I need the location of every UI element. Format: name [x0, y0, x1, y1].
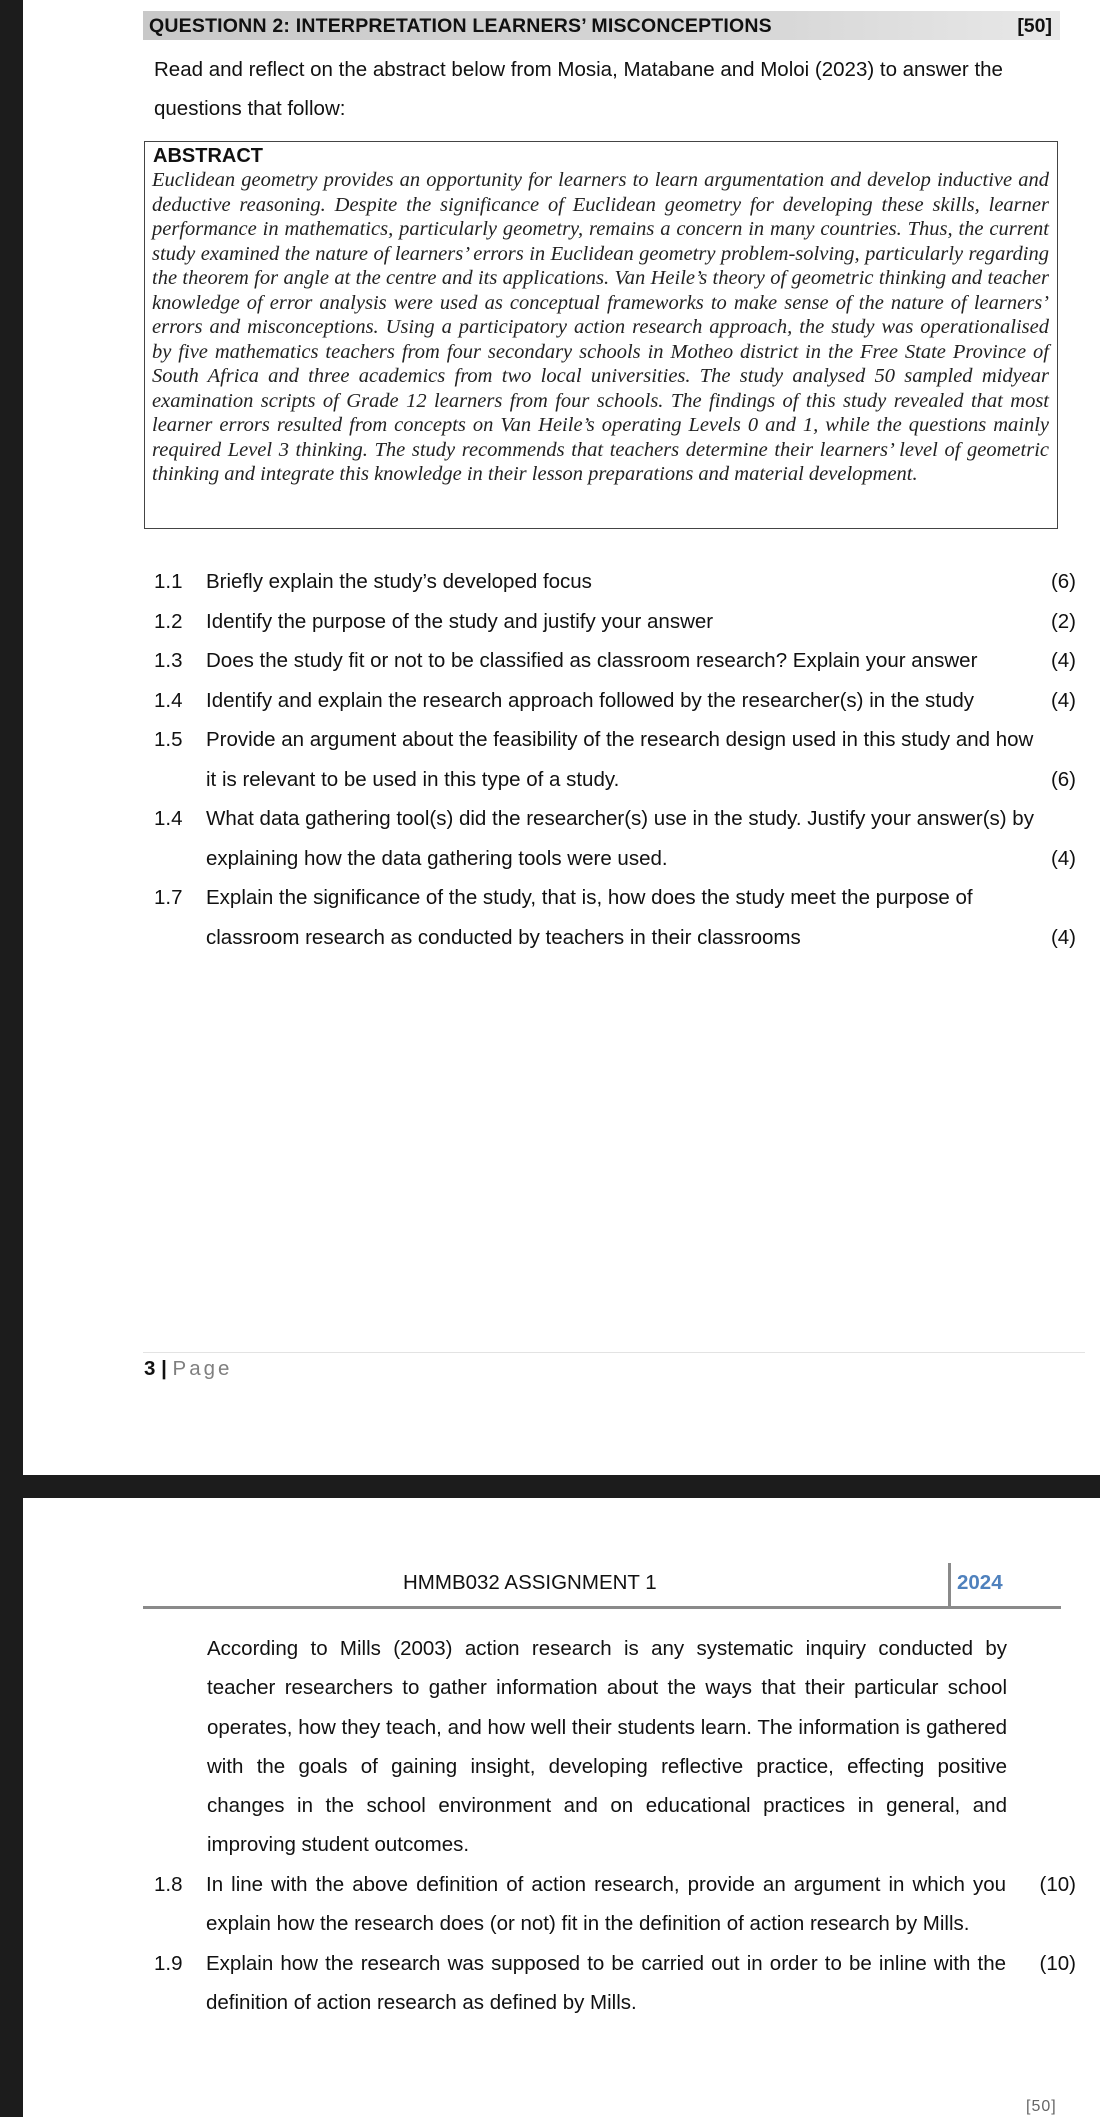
question-number: 1.1	[154, 570, 183, 593]
abstract-box	[144, 141, 1058, 529]
question-number: 1.5	[154, 728, 183, 751]
question-number: 1.3	[154, 649, 183, 672]
question-number: 1.4	[154, 807, 183, 830]
action-research-definition: According to Mills (2003) action research is any systematic inquiry conducted by teacher researchers to gather information about the ways that their particular school operates, how they teach, and how well their students learn. The information is gathered with the goals of gaining insight, developing reflective practice, effecting positive changes in the school environment and on educational practices in general, and improving student outcomes.	[207, 1637, 1007, 1857]
question-marks: (4)	[1050, 688, 1076, 712]
question-item	[154, 681, 1076, 721]
question-text: Identify and explain the research approach followed by the researcher(s) in the study	[206, 688, 975, 712]
question-list	[154, 562, 1076, 957]
page-number-separator: |	[155, 1357, 173, 1380]
question-text: Does the study fit or not to be classified as classroom research? Explain your answer	[206, 649, 978, 672]
question-item	[154, 1865, 1076, 1944]
question-item	[154, 602, 1076, 642]
question-header	[143, 11, 1060, 40]
page-number-footer	[144, 1357, 232, 1381]
document-page-4	[23, 1498, 1100, 2117]
abstract-heading: ABSTRACT	[153, 145, 263, 167]
question-text: In line with the above definition of action research, provide an argument in which you explain how the research does (or not) fit in the definition of action research by Mills.	[206, 1873, 1006, 1936]
question-item	[154, 720, 1076, 799]
question-marks: (2)	[1050, 609, 1076, 633]
question-marks: (4)	[1050, 649, 1076, 672]
document-page-3	[23, 0, 1100, 1475]
assignment-header-title: HMMB032 ASSIGNMENT 1	[403, 1571, 657, 1594]
question-item	[154, 562, 1076, 602]
question-text: Identify the purpose of the study and justify your answer	[206, 609, 714, 633]
question-text: What data gathering tool(s) did the researcher(s) use in the study. Justify your answer(s) by explaining how the data gathering tools were used.	[206, 807, 1034, 870]
question-text: Provide an argument about the feasibility of the research design used in this study and how it is relevant to be used in this type of a study.	[206, 728, 1034, 791]
question-title: QUESTIONN 2: INTERPRETATION LEARNERS’ MISCONCEPTIONS	[149, 15, 772, 37]
header-rule	[143, 1606, 1061, 1609]
question-list	[154, 1865, 1076, 2022]
question-item	[154, 878, 1076, 957]
question-marks: (6)	[1050, 570, 1076, 593]
cut-off-total-marks: [50]	[1026, 2098, 1057, 2115]
question-number: 1.7	[154, 886, 183, 909]
question-number: 1.9	[154, 1951, 183, 1975]
page-number: 3	[144, 1357, 156, 1380]
header-vertical-divider	[948, 1563, 951, 1607]
intro-text: Read and reflect on the abstract below from Mosia, Matabane and Moloi (2023) to answer the questions that follow:	[154, 58, 1003, 120]
question-marks: (10)	[1039, 1873, 1076, 1896]
question-text: Explain how the research was supposed to be carried out in order to be inline with the definition of action research as defined by Mills.	[206, 1951, 1006, 2014]
question-item	[154, 641, 1076, 681]
question-item	[154, 799, 1076, 878]
question-marks: (4)	[1050, 925, 1076, 949]
page-word: Page	[172, 1357, 233, 1380]
question-text: Explain the significance of the study, that is, how does the study meet the purpose of classroom research as conducted by teachers in their classrooms	[206, 886, 973, 949]
question-number: 1.4	[154, 688, 183, 712]
question-item	[154, 1944, 1076, 2023]
question-marks: (4)	[1050, 846, 1076, 870]
question-total-marks: [50]	[1017, 15, 1052, 37]
question-number: 1.2	[154, 609, 183, 633]
question-text: Briefly explain the study’s developed focus	[206, 570, 592, 593]
abstract-text: Euclidean geometry provides an opportunity for learners to learn argumentation and develop inductive and deductive reasoning. Despite the significance of Euclidean geometry for developing these skills, learner performance in mathematics, particularly geometry, remains a concern in many countries. Thus, the current study examined the nature of learners’ errors in Euclidean geometry problem-solving, particularly regarding the theorem for angle at the centre and its applications. Van Heile’s theory of geometric thinking and teacher knowledge of error analysis were used as conceptual frameworks to make sense of the nature of learners’ errors and misconceptions. Using a participatory action research approach, the study was operationalised by five mathematics teachers from four secondary schools in Motheo district in the Free State Province of South Africa and three academics from two local universities. The study analysed 50 sampled midyear examination scripts of Grade 12 learners from four schools. The findings of this study revealed that most learner errors resulted from concepts on Van Heile’s operating Levels 0 and 1, while the questions mainly required Level 3 thinking. The study recommends that teachers determine their learners’ level of geometric thinking and integrate this knowledge in their lesson preparations and material development.	[152, 169, 1049, 485]
question-number: 1.8	[154, 1873, 183, 1896]
footer-divider	[143, 1352, 1085, 1353]
assignment-header-year: 2024	[957, 1571, 1003, 1594]
question-marks: (10)	[1039, 1951, 1076, 1975]
question-marks: (6)	[1050, 767, 1076, 791]
